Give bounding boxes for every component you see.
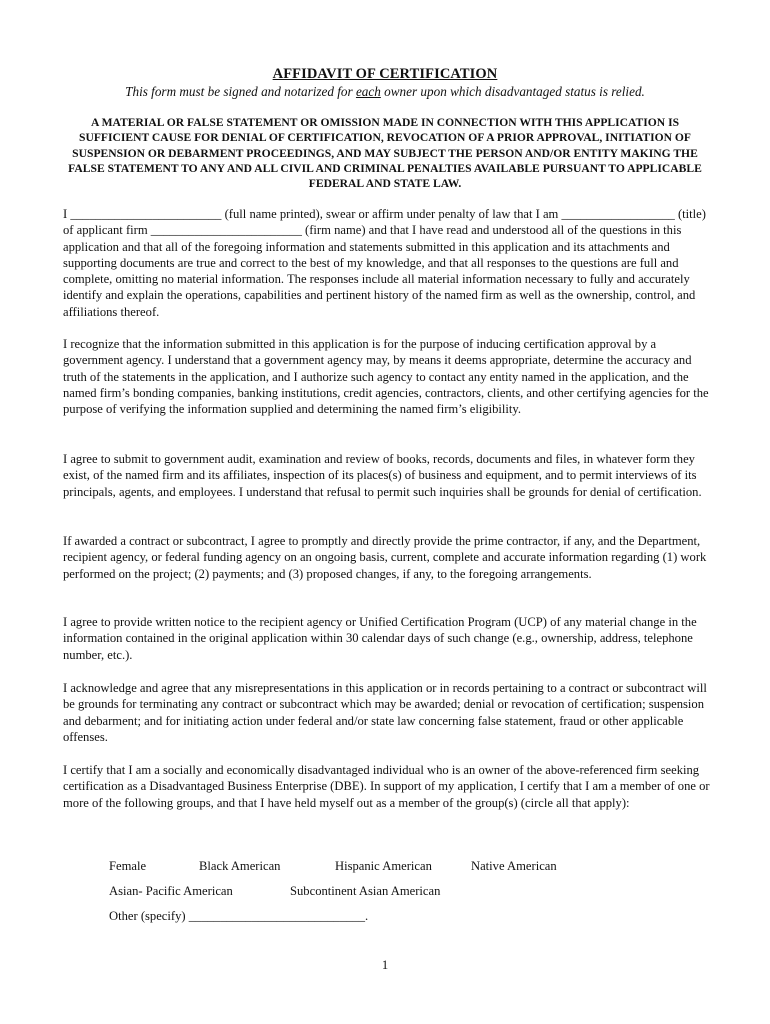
penalty-warning: A MATERIAL OR FALSE STATEMENT OR OMISSION MADE IN CONNECTION WITH THIS APPLICATION IS SUFFICIENT CAUSE FOR DENIAL OF CERTIFICATION, REVOCATION OF A PRIOR APPROVAL, INITIATION OF SUSPENSION OR DEBARMENT PROCEEDINGS, AND MAY SUBJECT THE PERSON AND/OR ENTITY MAKING THE FALSE STATEMENT TO ANY AND ALL CIVIL AND CRIMINAL PENALTIES AVAILABLE PURSUANT TO APPLICABLE FEDERAL AND STATE LAW. [68, 116, 702, 191]
group-option-subcontinent-asian-american[interactable]: Subcontinent Asian American [290, 884, 441, 898]
paragraph-contract-reporting: If awarded a contract or subcontract, I agree to promptly and directly provide the prime contractor, if any, and the Department, recipient agency, or federal funding agency on an ongoing basis, current, complete and accurate information regarding (1) work performed on the project; (2) payments; and (3) proposed changes, if any, to the foregoing arrangements. [63, 534, 707, 581]
group-option-hispanic-american[interactable]: Hispanic American [335, 859, 432, 873]
page-number: 1 [381, 958, 389, 972]
group-option-black-american[interactable]: Black American [199, 859, 281, 873]
group-option-asian-pacific-american[interactable]: Asian- Pacific American [109, 884, 233, 898]
subtitle-text-start: This form must be signed and notarized for [125, 84, 356, 99]
paragraph-misrepresentation: I acknowledge and agree that any misrepresentations in this application or in records pertaining to a contract or subcontract will be grounds for terminating any contract or subcontract which may be awarded; denial or revocation of certification; suspension and debarment; and for initiating action under federal and/or state law concerning false statement, fraud or other applicable offenses. [63, 681, 707, 744]
paragraph-sworn-statement: I ________________________ (full name printed), swear or affirm under penalty of law that I am __________________ (title) of applicant firm ________________________ (firm name) and that I have read and understood all of the questions in this application and that all of the foregoing information and statements submitted in this application and its attachments and supporting documents are true and correct to the best of my knowledge, and that all responses to the questions are full and complete, omitting no material information. The responses include all material information necessary to fully and accurately identify and explain the operations, capabilities and pertinent history of the named firm as well as the ownership, control, and affiliations thereof. [63, 207, 706, 319]
paragraph-recognition: I recognize that the information submitted in this application is for the purpose of inducing certification approval by a government agency. I understand that a government agency may, by means it deems appropriate, determine the accuracy and truth of the statements in the application, and I authorize such agency to contact any entity named in the application, and the named firm’s bonding companies, banking institutions, credit agencies, contractors, clients, and other certifying agencies for the purpose of verifying the information supplied and determining the named firm’s eligibility. [63, 337, 709, 417]
document-title: AFFIDAVIT OF CERTIFICATION [272, 66, 498, 82]
paragraph-audit-agreement: I agree to submit to government audit, examination and review of books, records, documents and files, in whatever form they exist, of the named firm and its affiliates, inspection of its places(s) of business and equipment, and to permit interviews of its principals, agents, and employees. I understand that refusal to permit such inquiries shall be grounds for denial of certification. [63, 452, 702, 499]
group-option-female[interactable]: Female [109, 859, 147, 873]
document-subtitle [0, 84, 770, 100]
group-option-native-american[interactable]: Native American [471, 859, 557, 873]
paragraph-change-notice: I agree to provide written notice to the recipient agency or Unified Certification Program (UCP) of any material change in the information contained in the original application within 30 calendar days of such change (e.g., ownership, address, telephone number, etc.). [63, 615, 697, 662]
group-option-other-specify[interactable]: Other (specify) ____________________________. [109, 909, 369, 923]
subtitle-emphasis: each [355, 84, 381, 99]
subtitle-text-end: owner upon which disadvantaged status is relied. [380, 84, 645, 99]
paragraph-disadvantaged-certification: I certify that I am a socially and economically disadvantaged individual who is an owner of the above-referenced firm seeking certification as a Disadvantaged Business Enterprise (DBE). In support of my application, I certify that I am a member of one or more of the following groups, and that I have held myself out as a member of the group(s) (circle all that apply): [63, 763, 710, 810]
